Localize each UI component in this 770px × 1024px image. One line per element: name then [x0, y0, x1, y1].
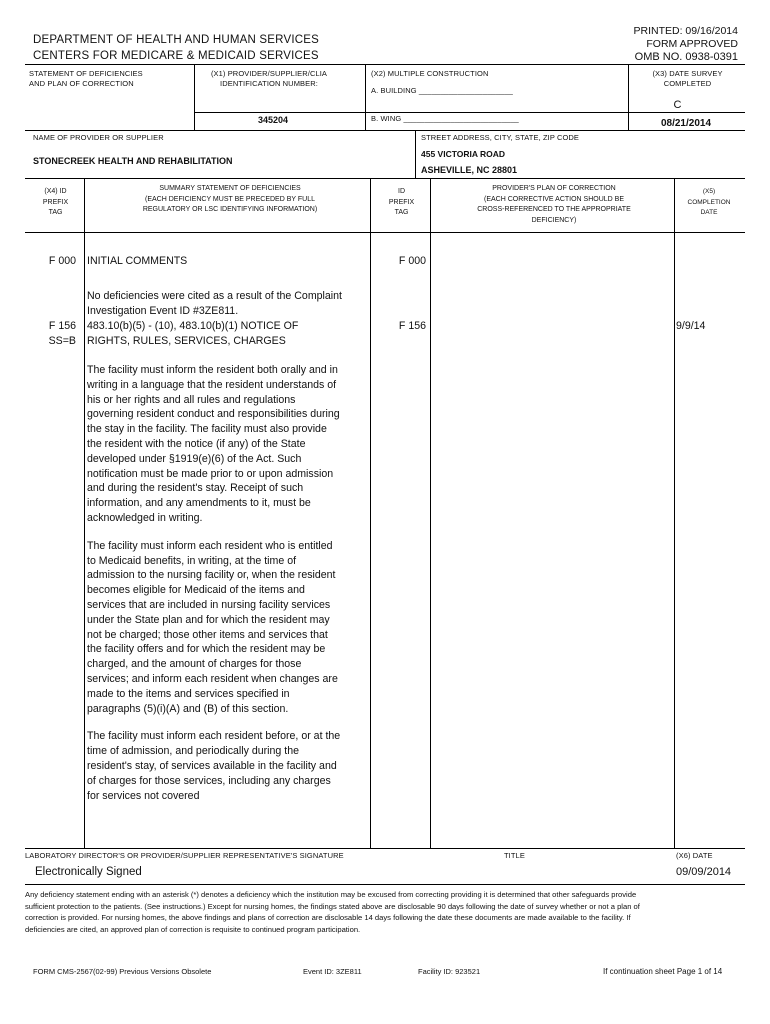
provider-id-value: 345204: [258, 115, 289, 125]
no-deficiencies-text: No deficiencies were cited as a result of the Complaint Investigation Event ID #3ZE811.: [87, 290, 342, 317]
footnote: Any deficiency statement ending with an asterisk (*) denotes a deficiency which the institution may be excused from correcting providing it is determined that other safeguards provide sufficient protection to the patients. (See instructions.) Except for nursing homes, the findings stated above are disclosable 90 days following the date of survey whether or not a plan of correction is provided. For nursing homes, the above findings and plans of correction are disclosable 14 days following the date these documents are made available to the facility. If deficiencies are cited, an approved plan of correction is requisite to continued program participation.: [25, 890, 640, 934]
page-continuation: If continuation sheet Page 1 of 14: [603, 967, 723, 976]
facility-id: Facility ID: 923521: [418, 967, 481, 976]
rights-paragraph-3: The facility must inform each resident before, or at the time of admission, and periodically during the resident's stay, of services available in the facility and of charges for those services, including any charges for services not covered: [87, 730, 341, 802]
statement-label: STATEMENT OF DEFICIENCIES: [29, 69, 143, 78]
survey-date-label: (X3) DATE SURVEY: [652, 69, 723, 78]
multiple-construction-label: (X2) MULTIPLE CONSTRUCTION: [371, 69, 489, 78]
form-number: FORM CMS-2567(02-99) Previous Versions Obsolete: [33, 967, 212, 976]
plan-header: PROVIDER'S PLAN OF CORRECTION: [492, 185, 616, 192]
severity-scope: SS=B: [48, 335, 76, 347]
city-state-zip: ASHEVILLE, NC 28801: [421, 165, 518, 175]
provider-name: STONECREEK HEALTH AND REHABILITATION: [33, 156, 233, 166]
completion-date: 9/9/14: [676, 320, 706, 332]
completion-date-header: (X5): [702, 188, 716, 195]
survey-date-value: 08/21/2014: [660, 118, 712, 129]
survey-code: C: [673, 99, 682, 111]
form-approved: FORM APPROVED: [646, 38, 738, 50]
event-id: Event ID: 3ZE811: [303, 967, 362, 976]
id-prefix-header: ID: [398, 188, 405, 195]
department-title: DEPARTMENT OF HEALTH AND HUMAN SERVICES: [33, 34, 319, 46]
address-label: STREET ADDRESS, CITY, STATE, ZIP CODE: [421, 133, 580, 142]
x4-prefix-header: (X4) ID: [44, 188, 67, 195]
signature-date-label: (X6) DATE: [676, 851, 713, 860]
wing-label: B. WING ___________________________: [371, 114, 519, 123]
printed-date: PRINTED: 09/16/2014: [633, 25, 738, 37]
title-label: TITLE: [504, 851, 525, 860]
regulation-line: 483.10(b)(5) - (10), 483.10(b)(1) NOTICE OF: [87, 320, 299, 332]
rights-paragraph-1: The facility must inform the resident both orally and in writing in a language that the resident understands of his or her rights and all rules and regulations governing resident conduct and responsibilities during the stay in the facility. The facility must also provide the resident with the notice (if any) of the State developed under §1919(e)(6) of the Act. Such notification must be made prior to or upon admission and during the resident's stay. Receipt of such information, and any amendments to it, must be acknowledged in writing.: [87, 364, 340, 524]
tag-f156: F 156: [48, 320, 76, 332]
id-tag-f156: F 156: [398, 320, 426, 332]
signature-value: Electronically Signed: [35, 866, 142, 878]
initial-comments-heading: INITIAL COMMENTS: [87, 255, 188, 267]
provider-name-label: NAME OF PROVIDER OR SUPPLIER: [33, 133, 164, 142]
street-address: 455 VICTORIA ROAD: [421, 149, 506, 159]
provider-id-label: (X1) PROVIDER/SUPPLIER/CLIA: [210, 69, 328, 78]
tag-f000: F 000: [48, 255, 76, 267]
signature-date: 09/09/2014: [676, 866, 732, 878]
agency-title: CENTERS FOR MEDICARE & MEDICAID SERVICES: [33, 50, 319, 62]
rights-paragraph-2: The facility must inform each resident who is entitled to Medicaid benefits, in writing, at the time of admission to the nursing facility or, when the resident becomes eligible for Medicaid of the items and services that are included in nursing facility services under the State plan and for which the resident may not be charged; those other items and services that the facility offers and for which the resident may be charged, and the amount of charges for those services; and inform each resident when changes are made to the items and services specified in paragraphs (5)(i)(A) and (B) of this section.: [87, 539, 338, 715]
regulation-title: RIGHTS, RULES, SERVICES, CHARGES: [87, 335, 286, 347]
omb-number: OMB NO. 0938-0391: [634, 51, 738, 63]
id-tag-f000: F 000: [398, 255, 426, 267]
summary-header: SUMMARY STATEMENT OF DEFICIENCIES: [159, 185, 301, 192]
building-label: A. BUILDING ______________________: [371, 86, 513, 95]
signature-label: LABORATORY DIRECTOR'S OR PROVIDER/SUPPLIER REPRESENTATIVE'S SIGNATURE: [25, 851, 344, 860]
